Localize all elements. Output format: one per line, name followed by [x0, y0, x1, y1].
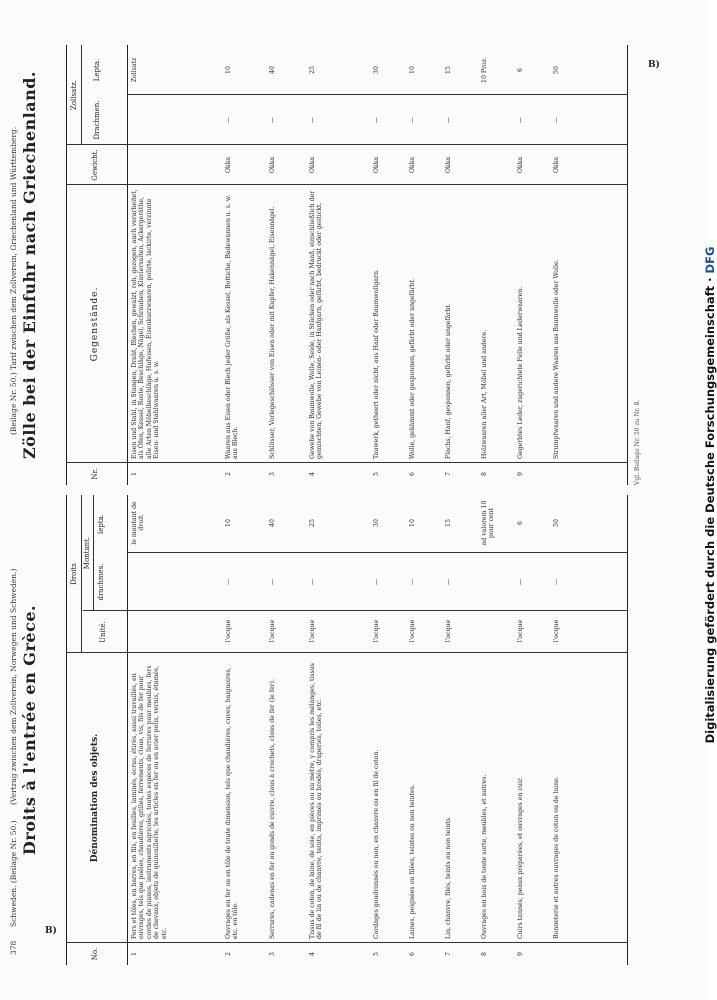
row-number: 3	[269, 472, 276, 476]
row-number: 5	[373, 952, 380, 956]
row-lepta: 15	[445, 519, 452, 527]
row-description: Ouvrages en bois de toute sorte, meubles, et autres.	[481, 774, 488, 939]
row-unit: l'ocque	[373, 619, 380, 643]
row-unit	[131, 611, 223, 651]
row-drachmen	[481, 97, 515, 143]
row-unit: l'ocque	[445, 619, 452, 643]
french-table-body	[127, 495, 627, 965]
row-number: 9	[517, 952, 524, 956]
row-number: 3	[269, 952, 276, 956]
table-row	[225, 45, 267, 485]
row-lepta: 40	[269, 66, 276, 74]
row-unit: l'ocque	[553, 619, 560, 643]
row-weight: Okka	[309, 156, 316, 174]
marker-top: B)	[648, 60, 660, 70]
column-rule	[127, 144, 627, 145]
column-rule	[127, 184, 627, 185]
row-description: Tauwerk, getheert oder nicht, aus Hanf oder Baumwollgarn.	[373, 269, 380, 459]
rotated-content	[8, 35, 663, 985]
row-description: Serrures, cadenas en fer ou gonds de cuivre, clous à crochets, clous de fer (le fer).	[269, 678, 276, 939]
row-drachmen	[131, 97, 223, 143]
footnote: Vgl. Beilage Nr. 50 zu Nr. 8.	[634, 399, 641, 485]
table-row	[445, 45, 479, 485]
row-weight: Okka	[517, 156, 524, 174]
row-description: Fers et tôles, en barres, en fils, en feuilles, laminés, écrus, étirés, aussi travaillés, en ouvrages, tels que poêles, chaudières, grilles, ferrements, clous, vis, fils de fer pour cordes de pianos, instruments agricoles, toutes espèces de ferrures pour meubles, fers de chevaux, objets de quincaillerie, les articles en fer ou en acier polis, vernis, étamés, etc.	[131, 665, 168, 939]
table-row	[553, 45, 593, 485]
row-drachmes: —	[269, 578, 276, 586]
row-description: Ouvrages en fer ou en tôle de toute dimension, tels que chaudières, cuves, baignoires, etc. en tôle.	[225, 667, 240, 939]
table-row	[553, 495, 593, 965]
row-drachmen: —	[225, 116, 232, 124]
row-lepta: Zollsatz	[131, 57, 138, 83]
table-row	[373, 45, 407, 485]
row-drachmes: —	[445, 578, 452, 586]
row-weight	[481, 147, 515, 183]
row-weight	[131, 147, 223, 183]
german-tariff-section	[20, 45, 656, 485]
german-title: Zölle bei der Einfuhr nach Griechenland.	[20, 71, 39, 460]
col-drachmes: drachmes.	[97, 563, 105, 601]
row-weight: Okka	[409, 156, 416, 174]
col-lepta-de: Lepta.	[93, 58, 101, 82]
header-right: (Beilage Nr. 50.) Tarif zwischen dem Zollverein, Griechenland und Württemberg.	[9, 126, 18, 435]
col-zollsatz: Zollsatz. Drachmen. Lepta.	[67, 45, 127, 145]
row-description: Cuirs tannés, peaux préparées, et ouvrages en cuir.	[517, 776, 524, 939]
table-row	[409, 495, 443, 965]
row-weight: Okka	[553, 156, 560, 174]
row-drachmen: —	[309, 116, 316, 124]
column-rule	[127, 652, 627, 653]
row-weight: Okka	[373, 156, 380, 174]
column-rule	[127, 552, 627, 553]
row-unit: l'ocque	[409, 619, 416, 643]
table-row	[269, 495, 307, 965]
row-lepta: 6	[517, 68, 524, 72]
row-lepta: 6	[517, 521, 524, 525]
row-lepta: 50	[553, 66, 560, 74]
row-drachmes: —	[373, 578, 380, 586]
table-row	[131, 495, 223, 965]
col-montant: Montant.	[83, 495, 94, 611]
row-description: Cordages goudronnés ou non, en chanvre ou en fil de coton.	[373, 749, 380, 939]
row-drachmes: —	[409, 578, 416, 586]
row-lepta: 10	[409, 519, 416, 527]
row-unit: l'ocque	[517, 619, 524, 643]
row-drachmes: —	[309, 578, 316, 586]
row-number: 8	[481, 472, 488, 476]
row-number: 9	[517, 472, 524, 476]
table-row	[445, 495, 479, 965]
row-number: 8	[481, 952, 488, 956]
row-number: 5	[373, 472, 380, 476]
col-droits: Droits Unité. Montant. drachmes. lepta.	[67, 495, 127, 653]
col-drachmen: Drachmen.	[93, 100, 101, 140]
table-row	[309, 495, 371, 965]
column-rule	[127, 462, 627, 463]
column-rule	[127, 610, 627, 611]
page-number: 378	[9, 940, 18, 955]
row-number: 2	[225, 472, 232, 476]
row-lepta: 10	[225, 66, 232, 74]
row-unit	[481, 611, 515, 651]
table-row	[517, 45, 551, 485]
row-description: Holzwaaren aller Art, Möbel und andere.	[481, 329, 488, 459]
row-lepta: 10	[225, 519, 232, 527]
table-row	[481, 45, 515, 485]
german-table-header	[67, 45, 128, 485]
row-weight: Okka	[269, 156, 276, 174]
row-drachmes	[131, 555, 223, 609]
row-number: 4	[309, 472, 316, 476]
row-lepta: ad valorem 10 pour cent	[481, 500, 496, 546]
row-description: Gegerbtes Leder, zugerichtete Felle und Lederwaaren.	[517, 286, 524, 459]
table-row	[409, 45, 443, 485]
row-drachmes: —	[517, 578, 524, 586]
row-description: Tissus de coton, de laine, de soie, en pièces ou au mètre, y compris les mélanges, tissus de fil de lin ou de chanvre, teints, imprimés ou brodés, draperies, toiles, etc.	[309, 663, 324, 939]
dfg-caption: Digitalisierung gefördert durch die Deutsche Forschungsgemeinschaft · DFG	[703, 246, 717, 744]
row-drachmes: —	[225, 578, 232, 586]
table-row	[481, 495, 515, 965]
french-tariff-section	[20, 495, 656, 965]
german-tariff-table	[66, 45, 628, 485]
dfg-watermark	[689, 0, 717, 1000]
row-number: 1	[131, 472, 138, 476]
column-rule	[127, 94, 627, 95]
row-lepta: 25	[309, 519, 316, 527]
col-denomination: Dénomination des objets.	[67, 652, 127, 943]
col-nr: Nr.	[67, 462, 127, 485]
row-drachmen: —	[269, 116, 276, 124]
row-lepta: 50	[553, 519, 560, 527]
row-number: 7	[445, 472, 452, 476]
row-description: Lin, chanvre, filés, teints ou non teints.	[445, 816, 452, 939]
row-unit: l'ocque	[225, 619, 232, 643]
table-row	[131, 45, 223, 485]
row-description: Bonneterie et autres ouvrages de coton ou de laine.	[553, 776, 560, 939]
row-lepta: 10 Proz.	[481, 57, 488, 83]
row-drachmen: —	[517, 116, 524, 124]
row-unit: l'ocque	[309, 619, 316, 643]
table-row	[373, 495, 407, 965]
row-lepta: 30	[373, 66, 380, 74]
column-rule	[127, 942, 627, 943]
row-drachmen: —	[409, 116, 416, 124]
german-table-body	[127, 45, 627, 485]
table-row	[225, 495, 267, 965]
row-number: 2	[225, 952, 232, 956]
row-lepta: 10	[409, 66, 416, 74]
french-table-header	[67, 495, 128, 965]
row-lepta: 40	[269, 519, 276, 527]
row-number: 4	[309, 952, 316, 956]
table-row	[269, 45, 307, 485]
row-description: Wolle, gekämmt oder gesponnen, gefärbt oder ungefärbt.	[409, 278, 416, 459]
row-lepta: 30	[373, 519, 380, 527]
row-drachmes: —	[553, 578, 560, 586]
french-tariff-table	[66, 495, 628, 965]
french-title: Droits à l'entrée en Grèce.	[20, 604, 39, 856]
row-number: 1	[131, 952, 138, 956]
col-gegenstaende: Gegenstände.	[67, 184, 127, 463]
row-unit: l'ocque	[269, 619, 276, 643]
row-drachmen: —	[445, 116, 452, 124]
header-middle: (Vertrag zwischen dem Zollverein, Norwegen und Schweden.)	[9, 568, 18, 805]
row-drachmen: —	[373, 116, 380, 124]
row-lepta: le montant de droit	[131, 501, 146, 545]
table-row	[309, 45, 371, 485]
row-number	[553, 945, 593, 963]
row-number	[553, 465, 593, 483]
table-row	[517, 495, 551, 965]
col-lepta: lepta.	[97, 513, 105, 535]
row-drachmes	[481, 555, 515, 609]
row-weight: Okka	[225, 156, 232, 174]
row-drachmen: —	[553, 116, 560, 124]
col-gewicht: Gewicht.	[67, 144, 127, 185]
row-description: Gewebe von Baumwolle, Wolle, Seide, in Stücken oder nach Maaß, einschließlich der gemischten, Gewebe von Leinen- oder Hanfgarn, gefärbt, bedruckt oder gestickt.	[309, 190, 324, 459]
row-description: Flachs, Hanf, gesponnen, gefärbt oder ungefärbt.	[445, 303, 452, 459]
row-number: 7	[445, 952, 452, 956]
header-left: Schweden. (Beilage Nr. 50.)	[9, 820, 18, 927]
row-description: Laines, peignées ou filées, teintes ou non teintes.	[409, 784, 416, 939]
dfg-logo: DFG	[703, 246, 717, 274]
marker-bottom: B)	[45, 926, 57, 936]
row-description: Strumpfwaaren und andere Waaren aus Baumwolle oder Wolle.	[553, 259, 560, 459]
row-description: Eisen und Stahl, in Stangen, Draht, Blechen, gewalzt, roh, gezogen, auch verarbeitet, als Öfen, Kessel, Roste, Beschläge, Nägel, Schrauben, Klaviersaiten, Ackergeräthe, alle Arten Möbelbeschläge, Hufeisen, Eisenkurzwaaren, polirte, lackirte, verzinnte Eisen- und Stahlwaaren u. s. w.	[131, 189, 161, 459]
row-number: 6	[409, 952, 416, 956]
row-lepta: 25	[309, 66, 316, 74]
row-lepta: 15	[445, 66, 452, 74]
col-unit: Unité.	[83, 610, 127, 653]
row-weight: Okka	[445, 156, 452, 174]
col-no: No.	[67, 942, 127, 965]
row-description: Schlösser, Vorlegeschlösser von Eisen oder mit Kupfer, Hakennägel, Eisennägel.	[269, 206, 276, 459]
row-description: Waaren aus Eisen oder Blech jeder Größe, als Kessel, Bottiche, Badewannen u. s. w. aus Blech.	[225, 194, 240, 459]
row-number: 6	[409, 472, 416, 476]
